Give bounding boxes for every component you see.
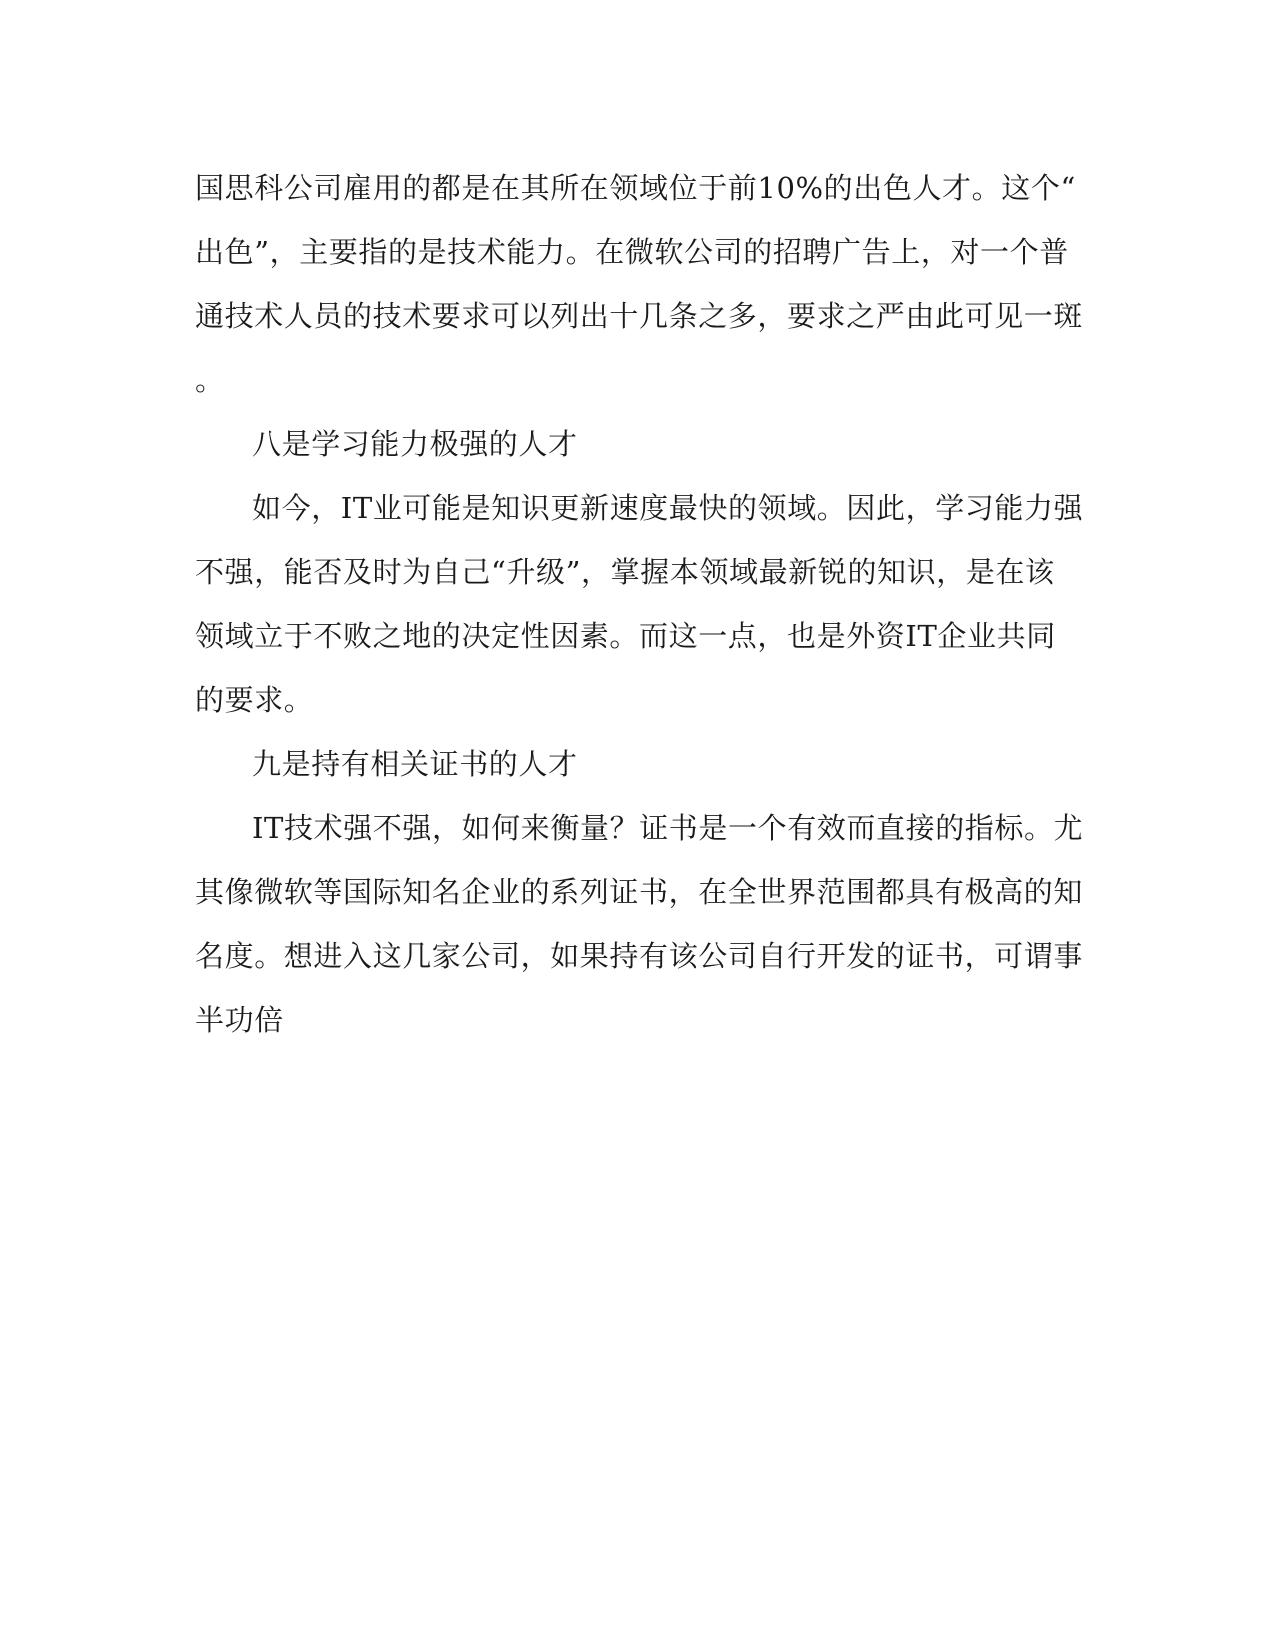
paragraph-line: 不强，能否及时为自己“升级”，掌握本领域最新锐的知识，是在该 [195,555,1055,589]
paragraph-line: IT技术强不强，如何来衡量？证书是一个有效而直接的指标。尤 [252,811,1084,845]
paragraph-line: 。 [195,363,225,397]
paragraph-line: 其像微软等国际知名企业的系列证书，在全世界范围都具有极高的知 [195,875,1084,909]
paragraph-line: 领域立于不败之地的决定性因素。而这一点，也是外资IT企业共同 [195,619,1056,653]
section-heading: 八是学习能力极强的人才 [252,427,578,461]
paragraph-line: 出色”，主要指的是技术能力。在微软公司的招聘广告上，对一个普 [195,235,1069,269]
paragraph-line: 如今，IT业可能是知识更新速度最快的领域。因此，学习能力强 [252,491,1084,525]
section-heading: 九是持有相关证书的人才 [252,747,578,781]
paragraph-line: 名度。想进入这几家公司，如果持有该公司自行开发的证书，可谓事 [195,939,1084,973]
paragraph-line: 通技术人员的技术要求可以列出十几条之多，要求之严由此可见一斑 [195,299,1084,333]
paragraph-line: 的要求。 [195,683,314,717]
paragraph-line: 国思科公司雇用的都是在其所在领域位于前10%的出色人才。这个“ [195,171,1076,205]
paragraph-line: 半功倍 [195,1003,284,1037]
